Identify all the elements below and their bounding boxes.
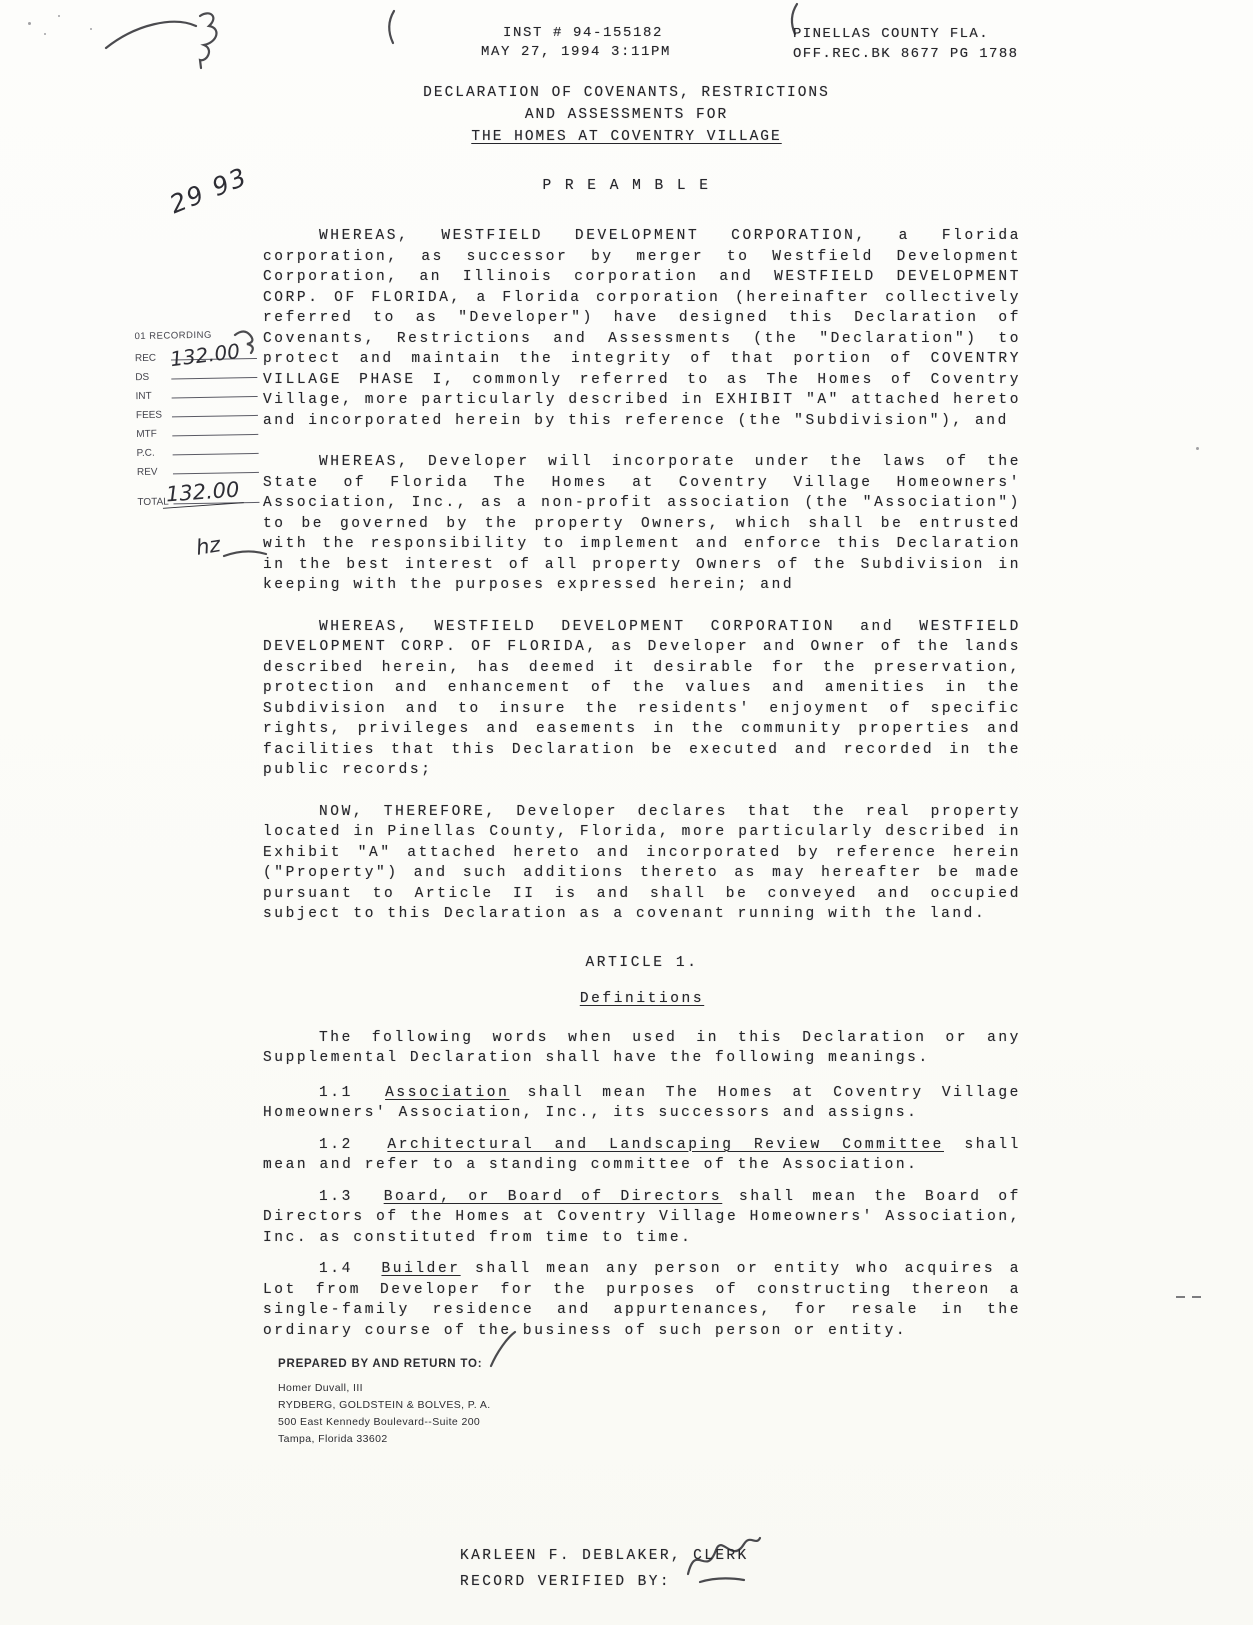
prepared-by-heading: PREPARED BY AND RETURN TO: <box>278 1358 483 1370</box>
definition-number: 1.2 <box>319 1136 353 1153</box>
recording-stamp-county <box>793 24 1018 64</box>
preamble-paragraph-3: WHEREAS, WESTFIELD DEVELOPMENT CORPORATION and WESTFIELD DEVELOPMENT CORP. OF FLORIDA, as Developer and Owner of the lands described herein, has deemed it desirable for the preservation, protection and enhancement of the values and amenities in the Subdivision and to insure the residents' enjoyment of specific rights, privileges and easements in the community properties and facilities that this Declaration be executed and recorded in the public records; <box>263 618 1021 778</box>
fee-label: DS <box>135 371 150 384</box>
title-line-2: AND ASSESSMENTS FOR <box>524 107 729 123</box>
definition-number: 1.3 <box>319 1188 353 1205</box>
scan-dash <box>1176 1296 1185 1298</box>
prepared-by-firm: RYDBERG, GOLDSTEIN & BOLVES, P. A. <box>278 1399 491 1411</box>
preamble-paragraph-2: WHEREAS, Developer will incorporate under the laws of the State of Florida The Homes at Coventry Village Homeowners' Association, Inc., as a non-profit association (the "Association") to be governed by the property Owners, which shall be entrusted with the responsibility to implement and enforce this Declaration in the best interest of all property Owners of the Subdivision in keeping with the purposes expressed herein; and <box>263 454 1021 593</box>
clerk-name-line: KARLEEN F. DEBLAKER, CLERK <box>460 1548 749 1564</box>
clerk-signature <box>680 1528 766 1588</box>
fee-row-pc <box>136 438 258 459</box>
article-1-subheading: Definitions <box>579 991 705 1007</box>
scan-speck <box>58 15 60 17</box>
definition-number: 1.1 <box>319 1084 353 1101</box>
handwritten-fee-amount-rec: 132.00 <box>168 338 242 372</box>
instrument-number: INST # 94-155182 <box>503 25 664 41</box>
fee-blank-line <box>171 377 257 380</box>
definition-text: shall mean any person or entity who acquires a Lot from Developer for the purposes of constructing thereon a single-family residence and appurtenances, for resale in the ordinary course of the business of such person or entity. <box>263 1261 1021 1339</box>
fee-label: P.C. <box>136 447 155 460</box>
definition-term: Board, or Board of Directors <box>383 1188 723 1205</box>
definition-term: Architectural and Landscaping Review Committee <box>387 1136 944 1153</box>
definition-term: Builder <box>381 1261 461 1277</box>
fee-blank-line <box>173 453 259 456</box>
fee-blank-line <box>172 434 258 437</box>
scan-speck <box>1196 447 1199 450</box>
book-page-reference: OFF.REC.BK 8677 PG 1788 <box>793 46 1019 62</box>
article-1-heading: ARTICLE 1. <box>585 954 699 971</box>
fee-row-mtf <box>136 419 258 440</box>
handwritten-fee-amount-total: 132.00 <box>161 477 244 509</box>
prepared-by-address: 500 East Kennedy Boulevard--Suite 200 <box>278 1416 481 1428</box>
prepared-by-block <box>278 1356 491 1448</box>
scan-speck <box>90 28 92 30</box>
county-name: PINELLAS COUNTY FLA. <box>793 26 990 42</box>
definition-text: shall mean the Board of Directors of the Homes at Coventry Village Homeowners' Association, Inc. as constituted from time to time. <box>263 1188 1021 1246</box>
definitions-intro: The following words when used in this Declaration or any Supplemental Declaration shall have the following meanings. <box>263 1029 1021 1066</box>
fee-blank-line <box>172 396 258 399</box>
definition-term: Association <box>385 1084 510 1101</box>
fee-stamp-header: 01 RECORDING <box>134 329 212 343</box>
record-verified-line: RECORD VERIFIED BY: <box>460 1574 671 1590</box>
prepared-by-city: Tampa, Florida 33602 <box>278 1433 388 1445</box>
scan-speck <box>44 33 46 35</box>
title-line-1: DECLARATION OF COVENANTS, RESTRICTIONS <box>423 85 830 101</box>
fee-blank-line <box>173 472 259 475</box>
definition-1-2 <box>263 1135 1021 1176</box>
definition-text: shall mean and refer to a standing committee of the Association. <box>263 1136 1021 1173</box>
definition-text: shall mean The Homes at Coventry Village Homeowners' Association, Inc., its successors and assigns. <box>263 1084 1021 1121</box>
fee-label: REV <box>136 466 158 479</box>
handwritten-checkmark <box>487 1330 519 1372</box>
handwritten-initials: hz <box>194 532 223 560</box>
definition-number: 1.4 <box>319 1261 353 1277</box>
fee-label: MTF <box>136 428 157 441</box>
instrument-datetime: MAY 27, 1994 3:11PM <box>481 44 672 60</box>
handwritten-scribble <box>100 4 230 74</box>
fee-label: TOTAL <box>137 496 169 509</box>
definition-1-3 <box>263 1187 1021 1249</box>
document-title <box>0 82 1253 148</box>
preamble-paragraph-4: NOW, THEREFORE, Developer declares that the real property located in Pinellas County, Florida, more particularly described in Exhibit "A" attached hereto and incorporated by reference herein ("Property") and such additions thereto as may hereafter be made pursuant to Article II is and shall be conveyed and occupied subject to this Declaration as a covenant running with the land. <box>263 803 1021 922</box>
fee-label: FEES <box>135 409 163 422</box>
scan-speck <box>28 22 31 25</box>
recording-stamp-instrument <box>481 24 672 62</box>
scan-dash <box>1192 1296 1201 1298</box>
fee-row-int <box>135 381 257 402</box>
fee-blank-line <box>172 415 258 418</box>
stray-pen-mark <box>380 8 400 48</box>
title-line-3: THE HOMES AT COVENTRY VILLAGE <box>471 129 782 145</box>
fee-row-fees <box>136 400 258 421</box>
handwritten-margin-note: 29 93 <box>165 161 253 220</box>
fee-row-rev <box>137 457 259 478</box>
preamble-heading: P R E A M B L E <box>542 178 711 194</box>
fee-label: REC <box>134 352 157 365</box>
prepared-by-name: Homer Duvall, III <box>278 1382 363 1394</box>
document-body <box>263 226 1021 1352</box>
handwritten-underline <box>222 548 268 562</box>
definition-1-1 <box>263 1083 1021 1124</box>
definition-1-4 <box>263 1259 1021 1341</box>
preamble-paragraph-1: WHEREAS, WESTFIELD DEVELOPMENT CORPORATION, a Florida corporation, as successor by merger to Westfield Development Corporation, an Illinois corporation and WESTFIELD DEVELOPMENT CORP. OF FLORIDA, a Florida corporation (hereinafter collectively referred to as "Developer") have designed this Declaration of Covenants, Restrictions and Assessments (the "Declaration") to protect and maintain the integrity of that portion of COVENTRY VILLAGE PHASE I, commonly referred to as The Homes of Coventry Village, more particularly described in EXHIBIT "A" attached hereto and incorporated herein by this reference (the "Subdivision"), and <box>263 228 1021 429</box>
fee-label: INT <box>135 390 152 403</box>
